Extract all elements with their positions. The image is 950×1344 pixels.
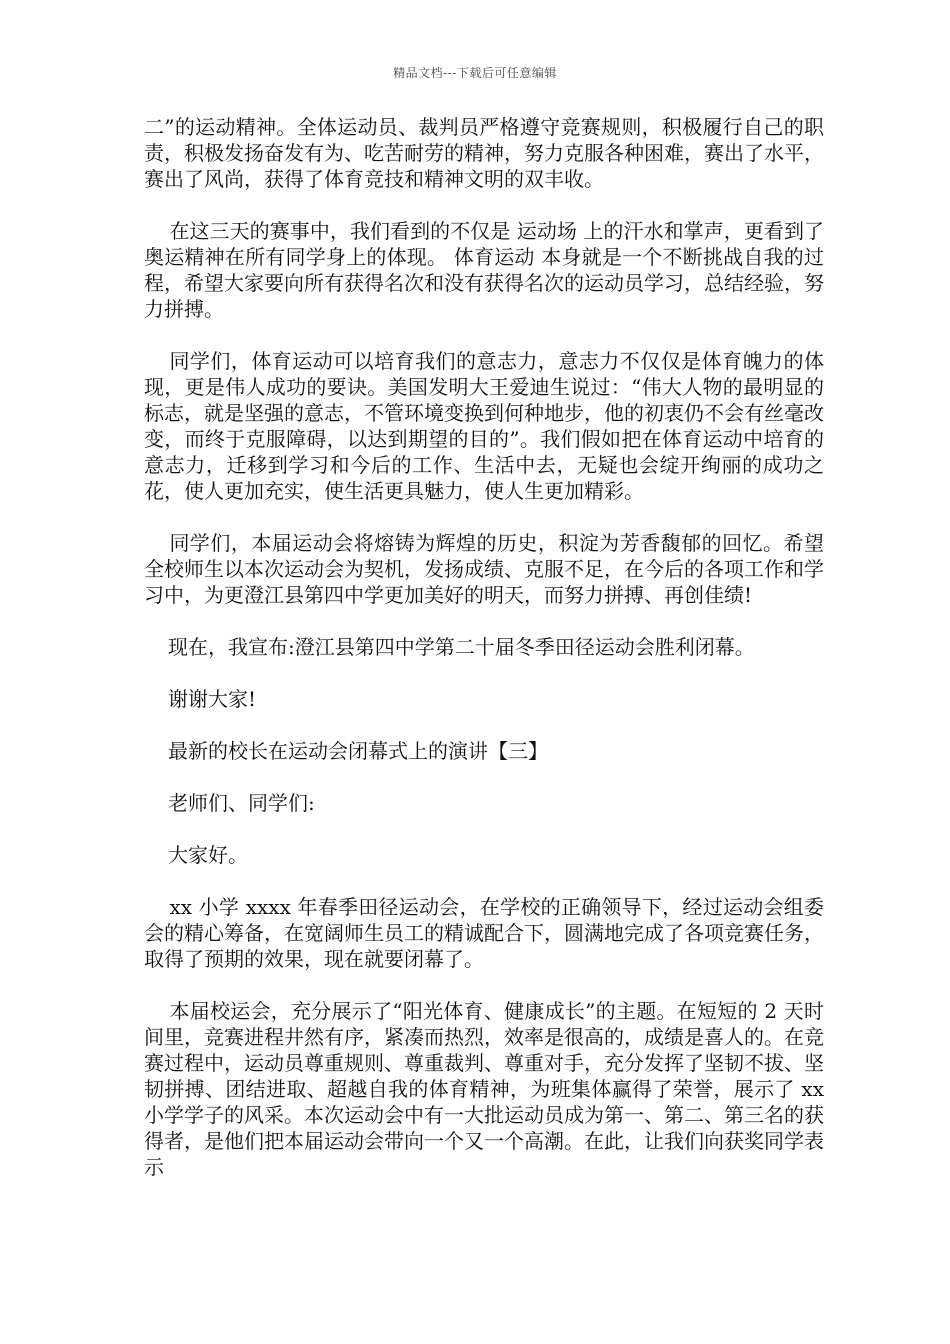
paragraph: 同学们，本届运动会将熔铸为辉煌的历史，积淀为芳香馥郁的回忆。希望全校师生以本次运动会为契机，发扬成绩、克服不足，在今后的各项工作和学习中，为更澄江县第四中学更加美好的明天，而努力拼搏、再创佳绩! [144,531,824,607]
announcement-line: 现在，我宣布:澄江县第四中学第二十届冬季田径运动会胜利闭幕。 [168,635,755,659]
paragraph-continuation: 二”的运动精神。全体运动员、裁判员严格遵守竞赛规则，积极履行自己的职责，积极发扬奋发有为、吃苦耐劳的精神，努力克服各种困难，赛出了水平，赛出了风尚，获得了体育竞技和精神文明的双丰收。 [144,115,824,191]
section-title: 最新的校长在运动会闭幕式上的演讲【三】 [168,739,548,763]
paragraph: 本届校运会，充分展示了“阳光体育、健康成长”的主题。在短短的 2 天时间里，竞赛进程井然有序，紧凑而热烈，效率是很高的，成绩是喜人的。在竞赛过程中，运动员尊重规则、尊重裁判、尊重对手，充分发挥了坚韧不拔、坚韧拼搏、团结进取、超越自我的体育精神，为班集体赢得了荣誉，展示了 xx 小学学子的风采。本次运动会中有一大批运动员成为第一、第二、第三名的获得者，是他们把本届运动会带向一个又一个高潮。在此，让我们向获奖同学表示 [144,999,824,1179]
page-header: 精品文档---下载后可任意编辑 [393,66,557,80]
paragraph: xx 小学 xxxx 年春季田径运动会，在学校的正确领导下，经过运动会组委会的精心筹备，在宽阔师生员工的精诚配合下，圆满地完成了各项竞赛任务，取得了预期的效果，现在就要闭幕了。 [144,895,824,971]
thanks-line: 谢谢大家! [168,687,257,711]
paragraph: 同学们，体育运动可以培育我们的意志力，意志力不仅仅是体育魄力的体现，更是伟人成功的要诀。美国发明大王爱迪生说过：“伟大人物的最明显的标志，就是坚强的意志，不管环境变换到何种地步，他的初衷仍不会有丝毫改变，而终于克服障碍，以达到期望的目的”。我们假如把在体育运动中培育的意志力，迁移到学习和今后的工作、生活中去，无疑也会绽开绚丽的成功之花，使人更加充实，使生活更具魅力，使人生更加精彩。 [144,349,824,503]
salutation-line: 老师们、同学们: [168,791,315,815]
document-body [144,114,824,1206]
paragraph: 在这三天的赛事中，我们看到的不仅是 运动场 上的汗水和掌声，更看到了奥运精神在所有同学身上的体现。 体育运动 本身就是一个不断挑战自我的过程，希望大家要向所有获得名次和没有获得名次的运动员学习，总结经验，努力拼搏。 [144,219,824,321]
greeting-line: 大家好。 [168,843,248,867]
